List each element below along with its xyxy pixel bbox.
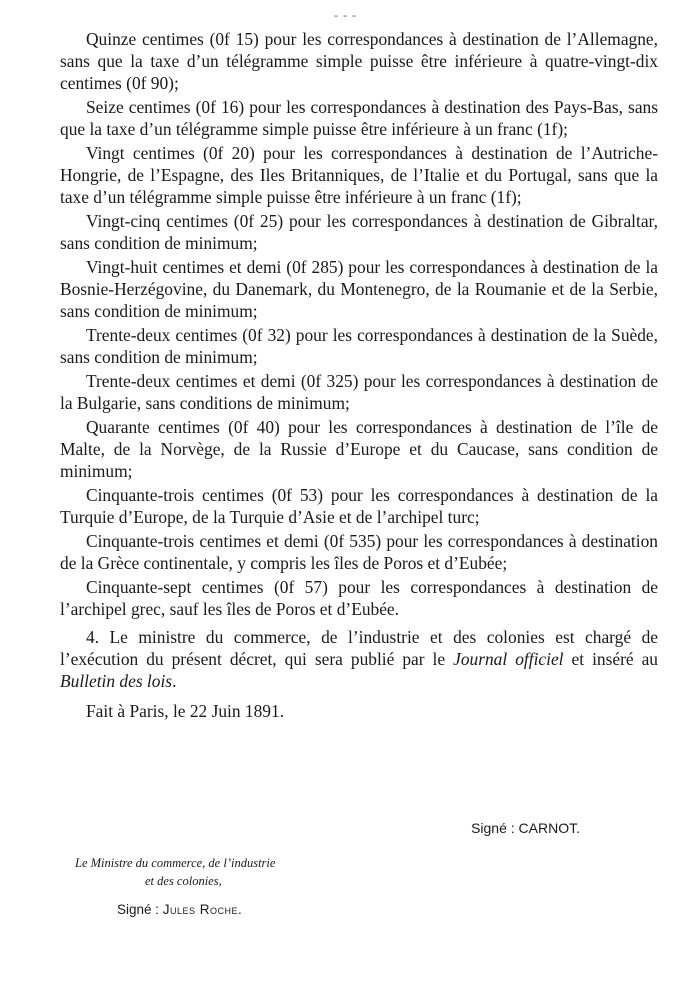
rate-paragraph-autriche-hongrie: Vingt centimes (0f 20) pour les correspondances à destination de l’Autriche-Hongrie, de l’Espagne, des Iles Britanniques, de l’Italie et du Portugal, sans que la taxe d’un télégramme simple puisse être inférieure à un franc (1f); bbox=[60, 143, 658, 207]
president-signature: Signé : CARNOT. bbox=[471, 820, 580, 836]
minister-title-line-2: et des colonies, bbox=[145, 874, 222, 888]
minister-title-line-1: Le Ministre du commerce, de l’industrie bbox=[75, 856, 276, 870]
article-4-paragraph bbox=[60, 626, 658, 692]
article-4-text-middle: et inséré au bbox=[563, 649, 659, 669]
rate-paragraph-malte: Quarante centimes (0f 40) pour les correspondances à destination de l’île de Malte, de la Norvège, de la Russie d’Europe et du Caucase, sans condition de minimum; bbox=[60, 417, 658, 481]
article-4-text-start: 4. Le ministre du commerce, de l’industrie et des colonies est chargé de l’exécution du présent décret, qui sera publié par le bbox=[60, 627, 658, 669]
bulletin-des-lois-title: Bulletin des lois bbox=[60, 671, 173, 691]
rate-paragraph-bosnie: Vingt-huit centimes et demi (0f 285) pour les correspondances à destination de la Bosnie-Herzégovine, du Danemark, du Montenegro, de la Roumanie et de la Serbie, sans condition de minimum; bbox=[60, 257, 658, 321]
rate-paragraph-bulgarie: Trente-deux centimes et demi (0f 325) pour les correspondances à destination de la Bulgarie, sans conditions de minimum; bbox=[60, 371, 658, 413]
rate-paragraph-gibraltar: Vingt-cinq centimes (0f 25) pour les correspondances à destination de Gibraltar, sans condition de minimum; bbox=[60, 211, 658, 253]
minister-signature-prefix: Signé : bbox=[117, 902, 163, 917]
journal-officiel-title: Journal officiel bbox=[453, 649, 564, 669]
rate-paragraph-grece: Cinquante-trois centimes et demi (0f 535) pour les correspondances à destination de la Grèce continentale, y compris les îles de Poros et d’Eubée; bbox=[60, 531, 658, 573]
minister-signature bbox=[117, 902, 242, 917]
minister-title-block bbox=[75, 854, 275, 890]
decree-body bbox=[60, 28, 658, 724]
rate-paragraph-pays-bas: Seize centimes (0f 16) pour les correspondances à destination des Pays-Bas, sans que la taxe d’un télégramme simple puisse être inférieure à un franc (1f); bbox=[60, 97, 658, 139]
rate-paragraph-allemagne: Quinze centimes (0f 15) pour les correspondances à destination de l’Allemagne, sans que la taxe d’un télégramme simple puisse être inférieure à quatre-vingt-dix centimes (0f 90); bbox=[60, 29, 658, 93]
article-4-text-end: . bbox=[172, 671, 177, 691]
minister-name: Jules Roche. bbox=[162, 902, 243, 917]
running-header-mark: - - - bbox=[334, 8, 357, 22]
rate-paragraph-archipel-grec: Cinquante-sept centimes (0f 57) pour les correspondances à destination de l’archipel grec, sauf les îles de Poros et d’Eubée. bbox=[60, 577, 658, 619]
rate-paragraph-turquie: Cinquante-trois centimes (0f 53) pour les correspondances à destination de la Turquie d’Europe, de la Turquie d’Asie et de l’archipel turc; bbox=[60, 485, 658, 527]
fait-a-paris-line: Fait à Paris, le 22 Juin 1891. bbox=[86, 701, 285, 721]
rate-paragraph-suede: Trente-deux centimes (0f 32) pour les correspondances à destination de la Suède, sans condition de minimum; bbox=[60, 325, 658, 367]
